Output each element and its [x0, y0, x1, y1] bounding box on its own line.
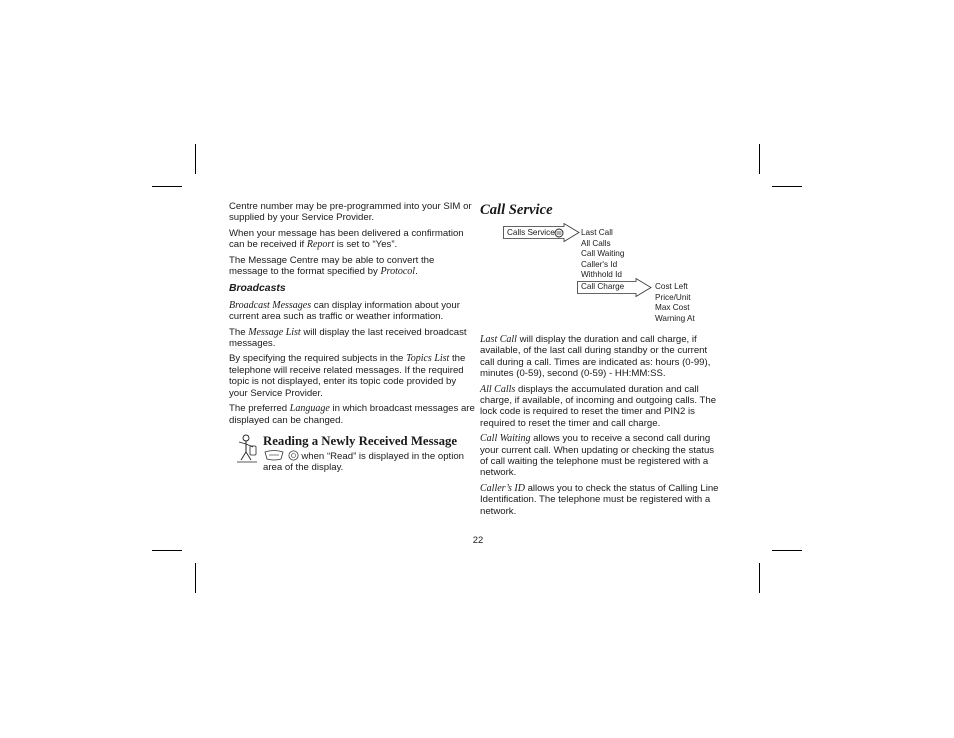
- phone-key-icon: [554, 228, 564, 238]
- call-service-submenu: [581, 228, 624, 281]
- tip-body: when “Read” is displayed in the option area of the display.: [263, 450, 464, 474]
- paragraph: Caller’s ID allows you to check the status of Calling Line Identification. The telephone must be registered with a network.: [480, 482, 719, 517]
- crop-mark: [759, 563, 760, 593]
- menu-selected-label: Call Charge: [581, 282, 625, 291]
- crop-mark: [759, 144, 760, 174]
- menu-item: Max Cost: [655, 303, 690, 313]
- crop-mark: [152, 550, 182, 551]
- paragraph: The Message List will display the last received broadcast messages.: [229, 326, 467, 350]
- menu-item: Price/Unit: [655, 292, 691, 302]
- menu-item: All Calls: [581, 238, 611, 248]
- crop-mark: [195, 144, 196, 174]
- section-title: Call Service: [480, 202, 553, 218]
- tip-title: Reading a Newly Received Message: [263, 433, 458, 448]
- paragraph: Call Waiting allows you to receive a second call during your current call. When updating or checking the status of call waiting the telephone must be registered with a network.: [480, 433, 715, 479]
- select-key-icon: [288, 450, 299, 461]
- information-figure-icon: [235, 434, 259, 464]
- crop-mark: [772, 186, 802, 187]
- menu-key-icon: [263, 450, 285, 461]
- menu-item: Cost Left: [655, 282, 688, 291]
- menu-item: Caller's Id: [581, 259, 618, 269]
- menu-item: Last Call: [581, 228, 613, 237]
- menu-item: Warning At: [655, 313, 695, 323]
- paragraph: The Message Centre may be able to convert the message to the format specified by Protocol.: [229, 254, 435, 278]
- page-number: 22: [472, 534, 484, 545]
- call-charge-submenu: [655, 282, 695, 324]
- menu-item: Call Waiting: [581, 249, 625, 259]
- menu-item: Withhold Id: [581, 270, 622, 280]
- crop-mark: [152, 186, 182, 187]
- left-column: [229, 201, 475, 474]
- menu-root-label: Calls Service: [507, 228, 555, 237]
- paragraph: Last Call will display the duration and call charge, if available, of the last call during standby or the current call during a call. Times are indicated as: hours (0-99), minutes (0-59), second (0-59) - HH:MM:SS.: [480, 334, 711, 380]
- crop-mark: [195, 563, 196, 593]
- paragraph: Broadcast Messages can display information about your current area such as traffic or weather information.: [229, 299, 460, 323]
- crop-mark: [772, 550, 802, 551]
- paragraph: All Calls displays the accumulated duration and call charge, if available, of incoming and outgoing calls. The lock code is required to reset the timer and PIN2 is required to reset the timer and call charge.: [480, 383, 717, 429]
- paragraph: Centre number may be pre-programmed into your SIM or supplied by your Service Provider.: [229, 201, 472, 224]
- tip-block: [229, 434, 475, 474]
- paragraph: When your message has been delivered a confirmation can be received if Report is set to “Yes”.: [229, 227, 464, 251]
- paragraph: By specifying the required subjects in the Topics List the telephone will receive related messages. If the required topic is not displayed, enter its topic code provided by your Service Provider.: [229, 353, 466, 399]
- broadcasts-heading: Broadcasts: [229, 283, 286, 295]
- paragraph: The preferred Language in which broadcast messages are displayed can be changed.: [229, 403, 475, 426]
- right-column: [480, 334, 720, 521]
